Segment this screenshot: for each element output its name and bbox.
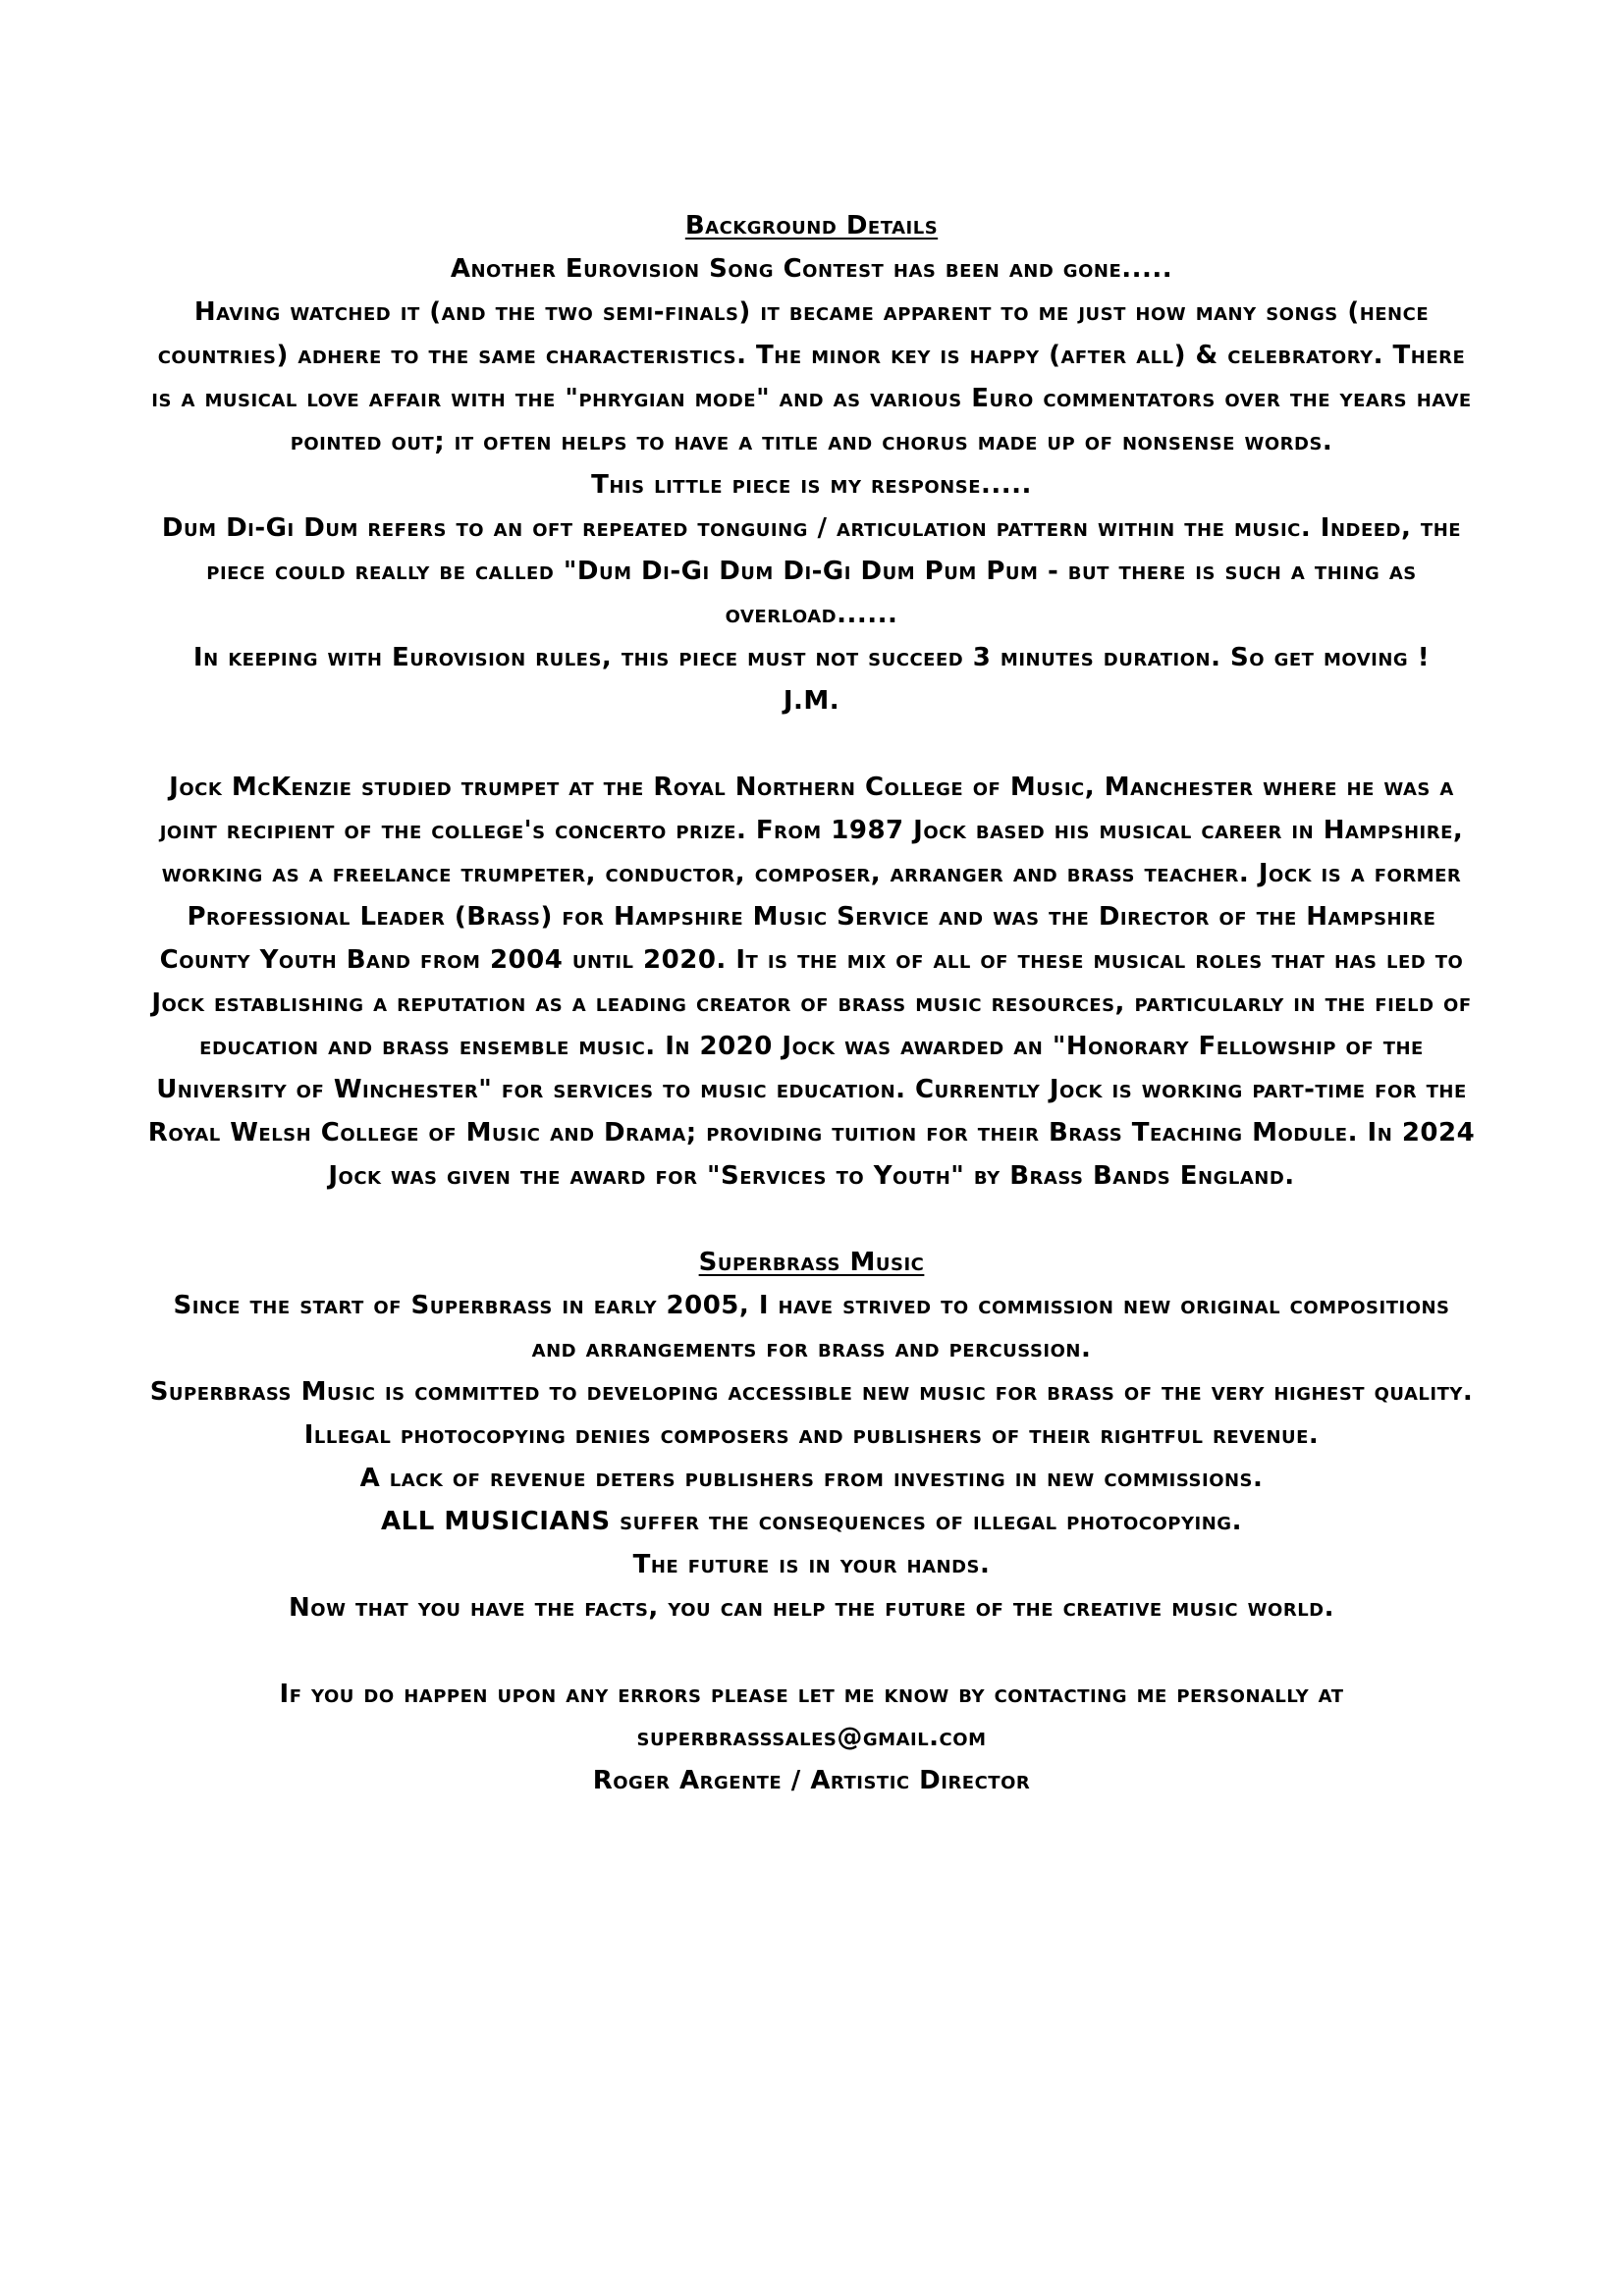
superbrass-line-7: Now that you have the facts, you can help the future of the creative music world. bbox=[289, 1593, 1334, 1623]
spacer bbox=[147, 1198, 1476, 1241]
background-line-2: Having watched it (and the two semi-finals) it became apparent to me just how many songs (hence countries) adhere to the same characteristics. The minor key is happy (after all) & celebratory. There is a musical love affair with the "phrygian mode" and as various Euro commentators over the years have pointed out; it often helps to have a title and chorus made up of nonsense words. bbox=[151, 297, 1472, 456]
signature: Roger Argente / Artistic Director bbox=[592, 1766, 1031, 1795]
background-line-4: Dum Di-Gi Dum refers to an oft repeated tonguing / articulation pattern within the music. Indeed, the piece could really be called "Dum Di-Gi Dum Di-Gi Dum Pum Pum - but there is such a thing as overload...... bbox=[161, 513, 1462, 629]
background-heading: Background Details bbox=[684, 211, 939, 240]
biography-text: Jock McKenzie studied trumpet at the Royal Northern College of Music, Manchester where he was a joint recipient of the college's concerto prize. From 1987 Jock based his musical career in Hampshire, working as a freelance trumpeter, conductor, composer, arranger and brass teacher. Jock is a former Professional Leader (Brass) for Hampshire Music Service and was the Director of the Hampshire County Youth Band from 2004 until 2020. It is the mix of all of these musical roles that has led to Jock establishing a reputation as a leading creator of brass music resources, particularly in the field of education and brass ensemble music. In 2020 Jock was awarded an "Honorary Fellowship of the University of Winchester" for services to music education. Currently Jock is working part-time for the Royal Welsh College of Music and Drama; providing tuition for their Brass Teaching Module. In 2024 Jock was given the award for "Services to Youth" by Brass Bands England. bbox=[147, 773, 1476, 1191]
composer-initials: J.M. bbox=[783, 686, 840, 716]
background-section bbox=[147, 204, 1476, 722]
superbrass-musicians-line bbox=[147, 1500, 1476, 1543]
superbrass-line-6: The future is in your hands. bbox=[632, 1550, 991, 1579]
superbrass-section bbox=[147, 1241, 1476, 1629]
contact-text: If you do happen upon any errors please let me know by contacting me personally at bbox=[279, 1680, 1344, 1709]
spacer bbox=[147, 722, 1476, 766]
biography-section bbox=[147, 766, 1476, 1198]
contact-email: superbrasssales@gmail.com bbox=[636, 1723, 987, 1752]
all-musicians-emphasis: ALL MUSICIANS bbox=[381, 1507, 611, 1536]
background-line-1: Another Eurovision Song Contest has been and gone..... bbox=[450, 254, 1173, 284]
background-line-3: This little piece is my response..... bbox=[591, 470, 1032, 500]
superbrass-line-1: Since the start of Superbrass in early 2005, I have strived to commission new original compositions and arrangements for brass and percussion. bbox=[173, 1291, 1450, 1363]
musicians-line-rest: suffer the consequences of illegal photocopying. bbox=[610, 1507, 1242, 1536]
superbrass-line-3: Illegal photocopying denies composers and publishers of their rightful revenue. bbox=[303, 1420, 1320, 1450]
contact-section bbox=[147, 1673, 1476, 1802]
spacer bbox=[147, 1629, 1476, 1673]
document-page bbox=[147, 204, 1476, 1802]
superbrass-line-4: A lack of revenue deters publishers from investing in new commissions. bbox=[359, 1464, 1264, 1493]
background-line-5: In keeping with Eurovision rules, this piece must not succeed 3 minutes duration. So get moving ! bbox=[192, 643, 1431, 672]
superbrass-heading: Superbrass Music bbox=[698, 1248, 925, 1277]
superbrass-line-2: Superbrass Music is committed to developing accessible new music for brass of the very highest quality. bbox=[149, 1377, 1474, 1407]
